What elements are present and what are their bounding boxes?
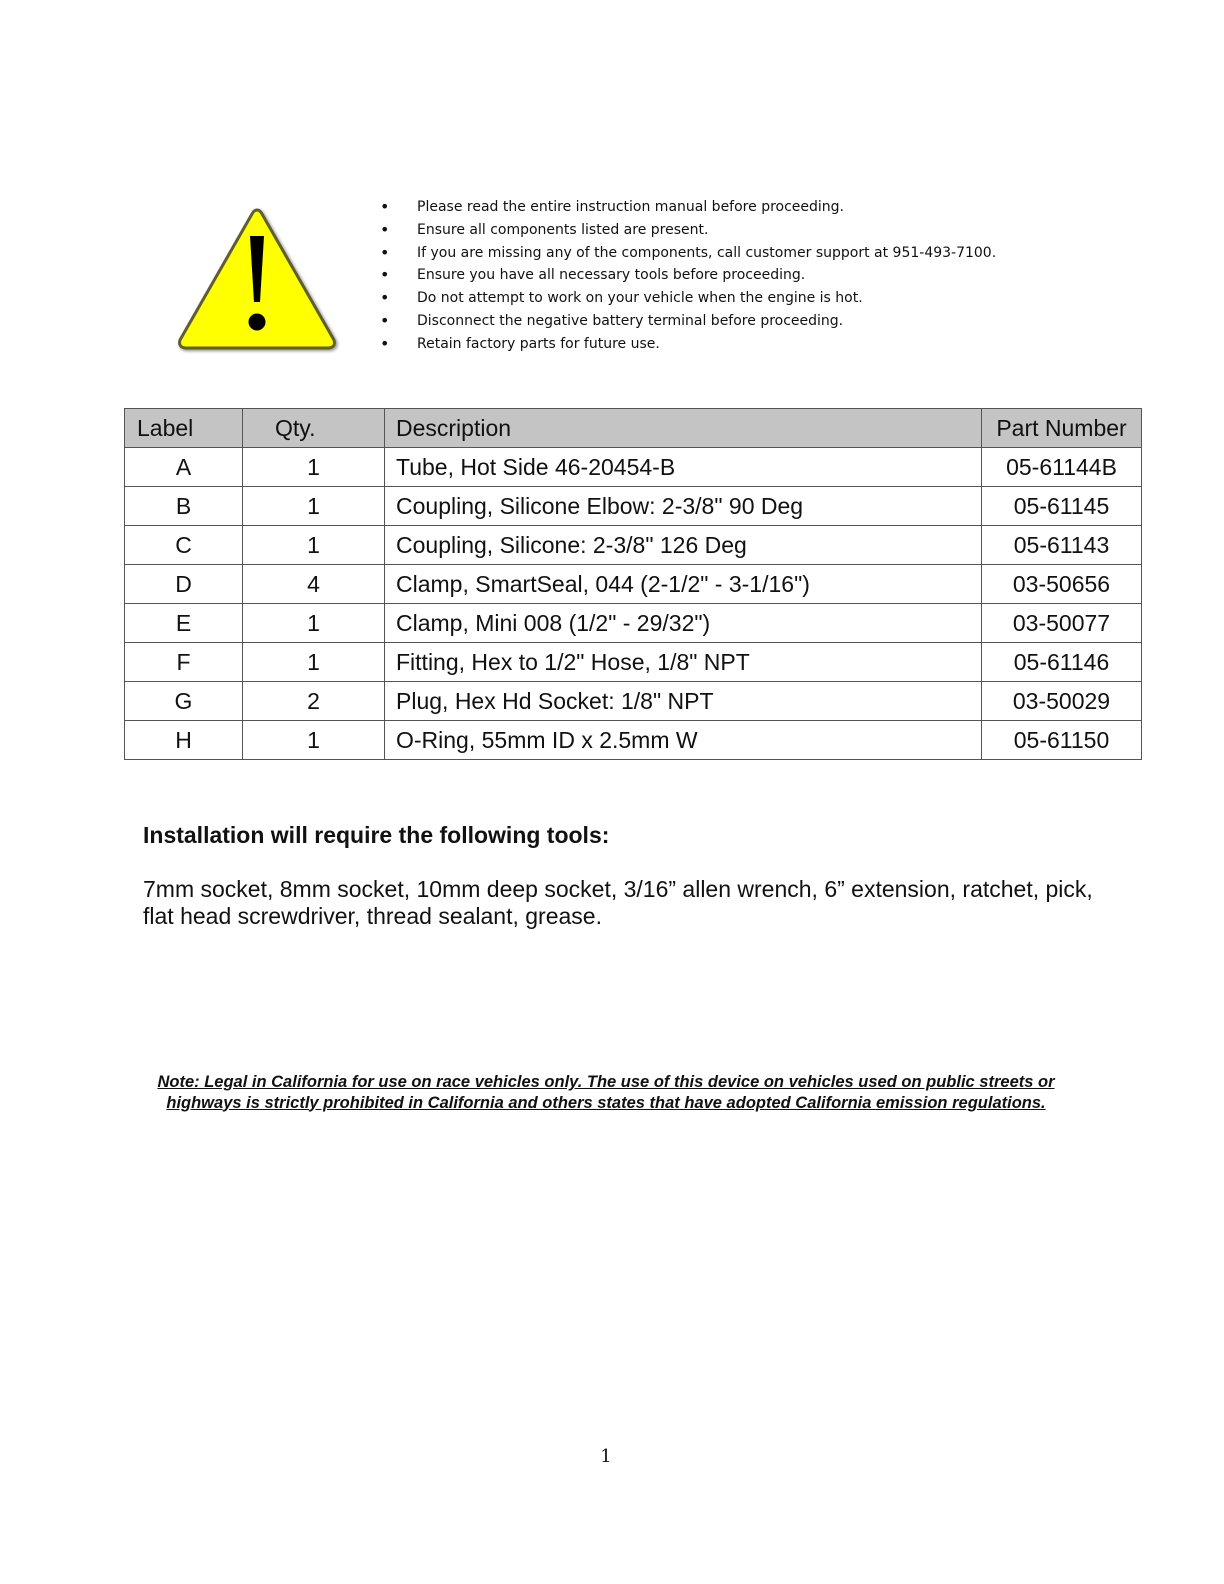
header-description: Description bbox=[385, 409, 982, 448]
cell-label: E bbox=[125, 604, 243, 643]
list-item: • Do not attempt to work on your vehicle when the engine is hot. bbox=[380, 287, 996, 310]
list-item: • Disconnect the negative battery terminal before proceeding. bbox=[380, 310, 996, 333]
legal-note: Note: Legal in California for use on race vehicles only. The use of this device on vehicles used on public streets or highways is strictly prohibited in California and others states that have adopted California emission regulations. bbox=[157, 1073, 1055, 1112]
cell-label: B bbox=[125, 487, 243, 526]
table-row bbox=[125, 526, 1142, 565]
cell-label: A bbox=[125, 448, 243, 487]
cell-qty: 2 bbox=[243, 682, 385, 721]
cell-part-number: 03-50077 bbox=[982, 604, 1142, 643]
header-qty: Qty. bbox=[243, 409, 385, 448]
table-row bbox=[125, 565, 1142, 604]
cell-part-number: 03-50029 bbox=[982, 682, 1142, 721]
table-row bbox=[125, 487, 1142, 526]
cell-description: Coupling, Silicone Elbow: 2-3/8" 90 Deg bbox=[385, 487, 982, 526]
cell-description: Clamp, SmartSeal, 044 (2-1/2" - 3-1/16") bbox=[385, 565, 982, 604]
cell-description: Tube, Hot Side 46-20454-B bbox=[385, 448, 982, 487]
list-item: • If you are missing any of the components, call customer support at 951-493-7100. bbox=[380, 242, 996, 265]
cell-qty: 1 bbox=[243, 526, 385, 565]
header-label: Label bbox=[125, 409, 243, 448]
cell-qty: 1 bbox=[243, 604, 385, 643]
cell-description: Plug, Hex Hd Socket: 1/8" NPT bbox=[385, 682, 982, 721]
table-row bbox=[125, 604, 1142, 643]
table-row bbox=[125, 721, 1142, 760]
header-part-number: Part Number bbox=[982, 409, 1142, 448]
cell-label: C bbox=[125, 526, 243, 565]
cell-description: Coupling, Silicone: 2-3/8" 126 Deg bbox=[385, 526, 982, 565]
page-number: 1 bbox=[600, 1446, 612, 1467]
list-item: • Ensure all components listed are present. bbox=[380, 219, 996, 242]
cell-qty: 4 bbox=[243, 565, 385, 604]
cell-part-number: 05-61143 bbox=[982, 526, 1142, 565]
cell-description: Fitting, Hex to 1/2" Hose, 1/8" NPT bbox=[385, 643, 982, 682]
cell-qty: 1 bbox=[243, 448, 385, 487]
cell-label: G bbox=[125, 682, 243, 721]
cell-qty: 1 bbox=[243, 487, 385, 526]
cell-description: Clamp, Mini 008 (1/2" - 29/32") bbox=[385, 604, 982, 643]
table-header-row bbox=[125, 409, 1142, 448]
warning-triangle-icon bbox=[174, 204, 340, 354]
table-row bbox=[125, 682, 1142, 721]
cell-part-number: 03-50656 bbox=[982, 565, 1142, 604]
cell-description: O-Ring, 55mm ID x 2.5mm W bbox=[385, 721, 982, 760]
list-item: • Retain factory parts for future use. bbox=[380, 333, 996, 356]
table-row bbox=[125, 643, 1142, 682]
list-item: • Ensure you have all necessary tools before proceeding. bbox=[380, 264, 996, 287]
cell-label: F bbox=[125, 643, 243, 682]
cell-label: H bbox=[125, 721, 243, 760]
cell-label: D bbox=[125, 565, 243, 604]
cell-part-number: 05-61145 bbox=[982, 487, 1142, 526]
cell-part-number: 05-61144B bbox=[982, 448, 1142, 487]
cell-qty: 1 bbox=[243, 721, 385, 760]
parts-table bbox=[124, 408, 1142, 760]
cell-part-number: 05-61150 bbox=[982, 721, 1142, 760]
tools-heading: Installation will require the following tools: bbox=[143, 822, 610, 848]
list-item: • Please read the entire instruction manual before proceeding. bbox=[380, 196, 996, 219]
cell-part-number: 05-61146 bbox=[982, 643, 1142, 682]
tools-list: 7mm socket, 8mm socket, 10mm deep socket, 3/16” allen wrench, 6” extension, ratchet, pick, flat head screwdriver, thread sealant, grease. bbox=[143, 876, 1093, 929]
cell-qty: 1 bbox=[243, 643, 385, 682]
safety-instructions-list bbox=[380, 196, 996, 356]
table-row bbox=[125, 448, 1142, 487]
